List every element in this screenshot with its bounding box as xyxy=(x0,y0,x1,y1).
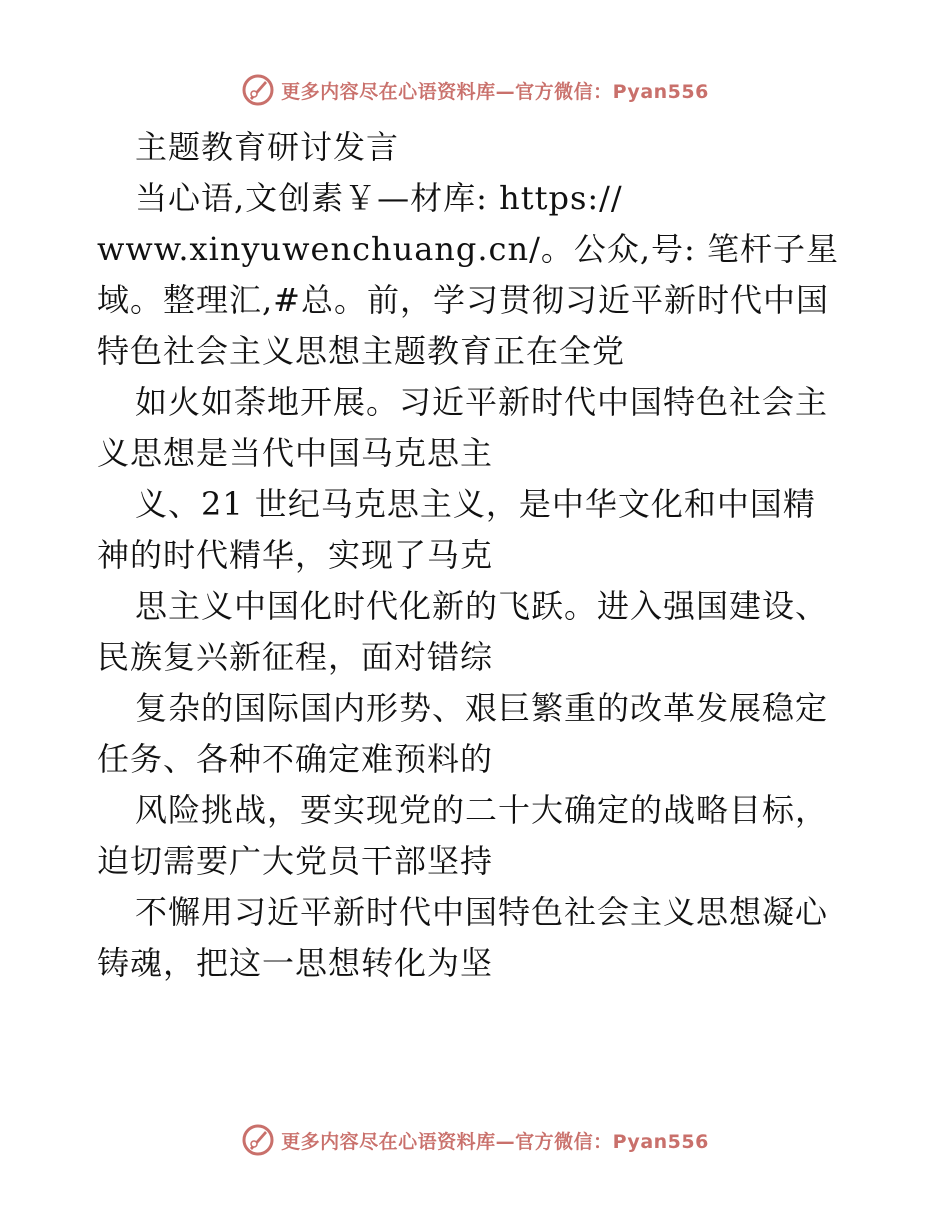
quill-logo-icon xyxy=(241,73,275,107)
document-title: 主题教育研讨发言 xyxy=(135,128,400,166)
header-banner xyxy=(0,70,950,110)
text-line: 铸魂，把这一思想转化为坚 xyxy=(97,944,494,982)
text-line: 义思想是当代中国马克思主 xyxy=(97,434,494,472)
text-line: 迫切需要广大党员干部坚持 xyxy=(97,842,494,880)
text-line: 当心语,文创素￥—材库: https:// xyxy=(135,179,623,217)
text-line: www.xinyuwenchuang.cn/。公众,号: 笔杆子星 xyxy=(97,230,839,268)
text-line: 任务、各种不确定难预料的 xyxy=(97,740,494,778)
footer-banner xyxy=(0,1120,950,1160)
text-line: 思主义中国化时代化新的飞跃。进入强国建设、 xyxy=(135,587,829,625)
text-line: 域。整理汇,#总。前，学习贯彻习近平新时代中国 xyxy=(97,281,829,319)
text-line: 风险挑战，要实现党的二十大确定的战略目标， xyxy=(135,791,829,829)
document-body xyxy=(97,122,857,989)
quill-logo-icon xyxy=(241,1123,275,1157)
text-line: 复杂的国际国内形势、艰巨繁重的改革发展稳定 xyxy=(135,689,829,727)
text-line: 不懈用习近平新时代中国特色社会主义思想凝心 xyxy=(135,893,829,931)
header-banner-text: 更多内容尽在心语资料库—官方微信：Pyan556 xyxy=(281,80,709,103)
text-line: 民族复兴新征程，面对错综 xyxy=(97,638,494,676)
text-line: 如火如荼地开展。习近平新时代中国特色社会主 xyxy=(135,383,829,421)
text-line: 神的时代精华，实现了马克 xyxy=(97,536,494,574)
text-line: 特色社会主义思想主题教育正在全党 xyxy=(97,332,626,370)
footer-banner-text: 更多内容尽在心语资料库—官方微信：Pyan556 xyxy=(281,1130,709,1153)
text-line: 义、21 世纪马克思主义，是中华文化和中国精 xyxy=(135,485,816,523)
